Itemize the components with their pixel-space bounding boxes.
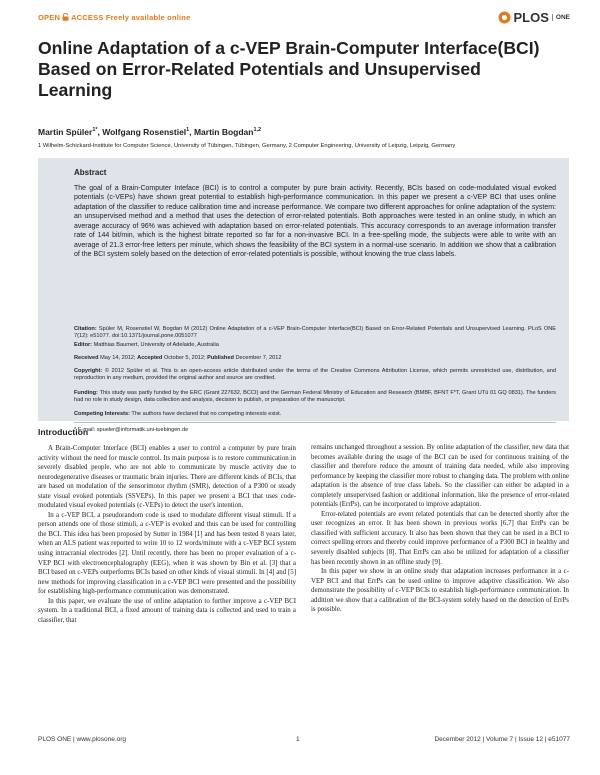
- author-affil-mark: 1*: [92, 127, 98, 134]
- author-name: Martin Bogdan: [193, 127, 254, 137]
- journal-header: [38, 10, 570, 28]
- corresponding-email[interactable]: * E-mail: spueler@informatik.uni-tuebingen.de: [74, 427, 189, 433]
- paragraph: In this paper, we evaluate the use of online adaptation to further improve a c-VEP BCI system. In a traditional BCI, a fixed amount of training data is collected and used to train a classifier, that: [38, 597, 296, 624]
- freely-available-label: Freely available online: [105, 13, 191, 22]
- copyright-text: © 2012 Spüler et al. This is an open-access article distributed under the terms of the Creative Commons Attribution License, which permits unrestricted use, distribution, and reproduction in any medium, provided the original author and source are credited.: [74, 368, 557, 382]
- editor: [74, 342, 556, 349]
- one-wordmark: ONE: [552, 14, 570, 21]
- received-label: Received: [74, 355, 99, 361]
- plos-one-logo: [498, 10, 571, 25]
- received-date: May 14, 2012;: [100, 355, 136, 361]
- open-access-badge: [38, 13, 190, 22]
- paragraph: A Brain-Computer Interface (BCI) enables a user to control a computer by pure brain activity without the need for muscle control. Its main purpose is to restore communication in severely disabled people, who are not able to communicate by muscle activity due to neurodegenerative diseases or traumatic brain injuries. There are different kinds of BCIs, that are based on modulation of the sensorimotor rhythm (SMR), detection of a P300 or steady state visual evoked potentials (SSVEPs). In this paper we present a BCI that uses code-modulated visual evoked potentials (c-VEPs) to detect the user's intention.: [38, 445, 296, 510]
- abstract-text: The goal of a Brain-Computer Inteface (BCI) is to control a computer by pure brain activity. Recently, BCIs based on code-modulated visual evoked potentials (c-VEPs) have shown great potential to establish high-performance communication. In this paper we present a c-VEP BCI that uses online adaptation of the classifier to reduce calibration time and increase performance. We compare two different approaches for online adaptation of the system: an unsupervised method and a method that uses the detection of error-related potentials. Both approaches were tested in an online study, in which an average accuracy of 96% was achieved with adaptation based on error-related potentials. This accuracy corresponds to an average information transfer rate of 144 bit/min, which is the highest bitrate reported so far for a non-invasive BCI. In a free-spelling mode, the subjects were able to write with an average of 21.3 error-free letters per minute, which shows the feasibility of the BCI system in a normal-use scenario. In addition we show that a calibration of the BCI system solely based on the detection of error-related potentials is possible, without knowing the true class labels.: [74, 185, 556, 259]
- citation-text: Spüler M, Rosenstiel W, Bogdan M (2012) Online Adaptation of a c-VEP Brain-Computer Interface(BCI) Based on Error-Related Potentials and Unsupervised Learning. PLoS ONE 7(12): e51077. doi:10.1371/journal.pone.0051077: [74, 326, 556, 340]
- plos-logo-icon: [498, 11, 511, 24]
- copyright-label: Copyright:: [74, 368, 103, 374]
- author-affil-mark: 1,2: [253, 127, 262, 134]
- copyright: [74, 368, 556, 383]
- paragraph: In this paper we show in an online study that adaptation increases performance in a c-VEP BCI and that ErrPs can be used online to improve adaptive classification. We also demonstrate the possibility of c-VEP BCIs to establish high-performance communication. In addition we show that a calibration of the BCI-system solely based on the detection of ErrPs is possible.: [311, 568, 569, 614]
- footer-issue: December 2012 | Volume 7 | Issue 12 | e51077: [434, 736, 570, 743]
- funding-label: Funding:: [74, 390, 98, 396]
- open-lock-icon: [62, 13, 69, 21]
- affiliations: 1 Wilhelm-Schickard-Institute for Computer Science, University of Tübingen, Tübingen, Germany, 2 Computer Engineering, University of Leipzig, Leipzig, Germany: [38, 143, 456, 149]
- editor-text: Matthias Baumert, University of Adelaide, Australia: [93, 342, 219, 348]
- published-label: Published: [207, 355, 234, 361]
- published-date: December 7, 2012: [235, 355, 282, 361]
- paragraph: In a c-VEP BCI, a pseudorandom code is used to modulate different visual stimuli. If a person attends one of those stimuli, a c-VEP is evoked and thus can be used for controlling the BCI. This idea has been proposed by Sutter in 1984 [1] and has been tested 8 years later, when an ALS patient was reported to write 10 to 12 words/minute with a c-VEP BCI system using intracranial electrodes [2]. Until recently, there has been no proper evaluation of a c-VEP BCI with electroencephalography (EEG), when it was shown by Bin et al. [3] that a BCI based on c-VEPs outperforms BCIs based on other kinds of visual stimuli. In [4] and [5] new methods for improving classification in a c-VEP BCI were presented and the possibility for establishing high-performance communication was demonstrated.: [38, 511, 296, 596]
- meta-divider: [74, 422, 556, 423]
- paragraph: remains unchanged throughout a session. By online adaptation of the classifier, new data that becomes available during the usage of the BCI can be used for continuous training of the classifier and therefore reduce the amount of training data needed, while also improving performance by keeping the classifier more robust to changing data. The problem with online adaptation is the absence of true class labels. So the classifier can either be adapted in a completely unsupervised fashion or additional information, like the presence of error-related potentials (ErrPs), can be incorporated to improve adaptation.: [311, 444, 569, 509]
- author-name: Wolfgang Rosenstiel: [102, 127, 187, 137]
- citation: [74, 326, 556, 341]
- editor-label: Editor:: [74, 342, 93, 348]
- funding: [74, 390, 556, 405]
- abstract-heading: Abstract: [74, 168, 107, 177]
- intro-column-2: [311, 443, 569, 615]
- competing-label: Competing Interests:: [74, 411, 130, 417]
- author-list: Martin Spüler$^{1*}$, Wolfgang Rosenstiel$^1$, Martin Bogdan$^{1,2}$: [38, 127, 262, 137]
- footer-journal: PLOS ONE | www.plosone.org: [38, 736, 127, 743]
- citation-label: Citation:: [74, 326, 97, 332]
- open-label: OPEN: [38, 13, 61, 22]
- article-title: Online Adaptation of a c-VEP Brain-Computer Interface(BCI) Based on Error-Related Potentials and Unsupervised Learning: [38, 38, 540, 100]
- access-label: ACCESS: [71, 13, 104, 22]
- intro-column-1: [38, 444, 296, 625]
- page-number: 1: [296, 736, 300, 743]
- accepted-date: October 5, 2012;: [163, 355, 206, 361]
- dates: [74, 355, 556, 362]
- funding-text: This study was partly funded by the ERC (Grant 227632, BCCI) and the German Federal Ministry of Education and Research (BMBF, BFNT F*T, Grant UTü 01 GQ 0831). The funders had no role in study design, data collection and analysis, decision to publish, or preparation of the manuscript.: [74, 390, 556, 404]
- plos-wordmark: PLOS: [513, 10, 549, 25]
- accepted-label: Accepted: [137, 355, 163, 361]
- competing-interests: [74, 411, 556, 418]
- author-affil-mark: 1: [186, 127, 190, 134]
- competing-text: The authors have declared that no competing interests exist.: [131, 411, 282, 417]
- author-name: Martin Spüler: [38, 127, 93, 137]
- introduction-heading: Introduction: [38, 427, 89, 437]
- paragraph: Error-related potentials are event related potentials that can be detected shortly after the user recognizes an error. It has been shown in previous works [6,7] that ErrPs can be classified with sufficient accuracy. It also has been shown that they can be used in a BCI to correct spelling errors and thereby could improve performance of a P300 BCI in healthy and severely disabled subjects [8]. That ErrPs can also be utilized for adaptation of a classifier has been recently shown in an offline study [9].: [311, 510, 569, 566]
